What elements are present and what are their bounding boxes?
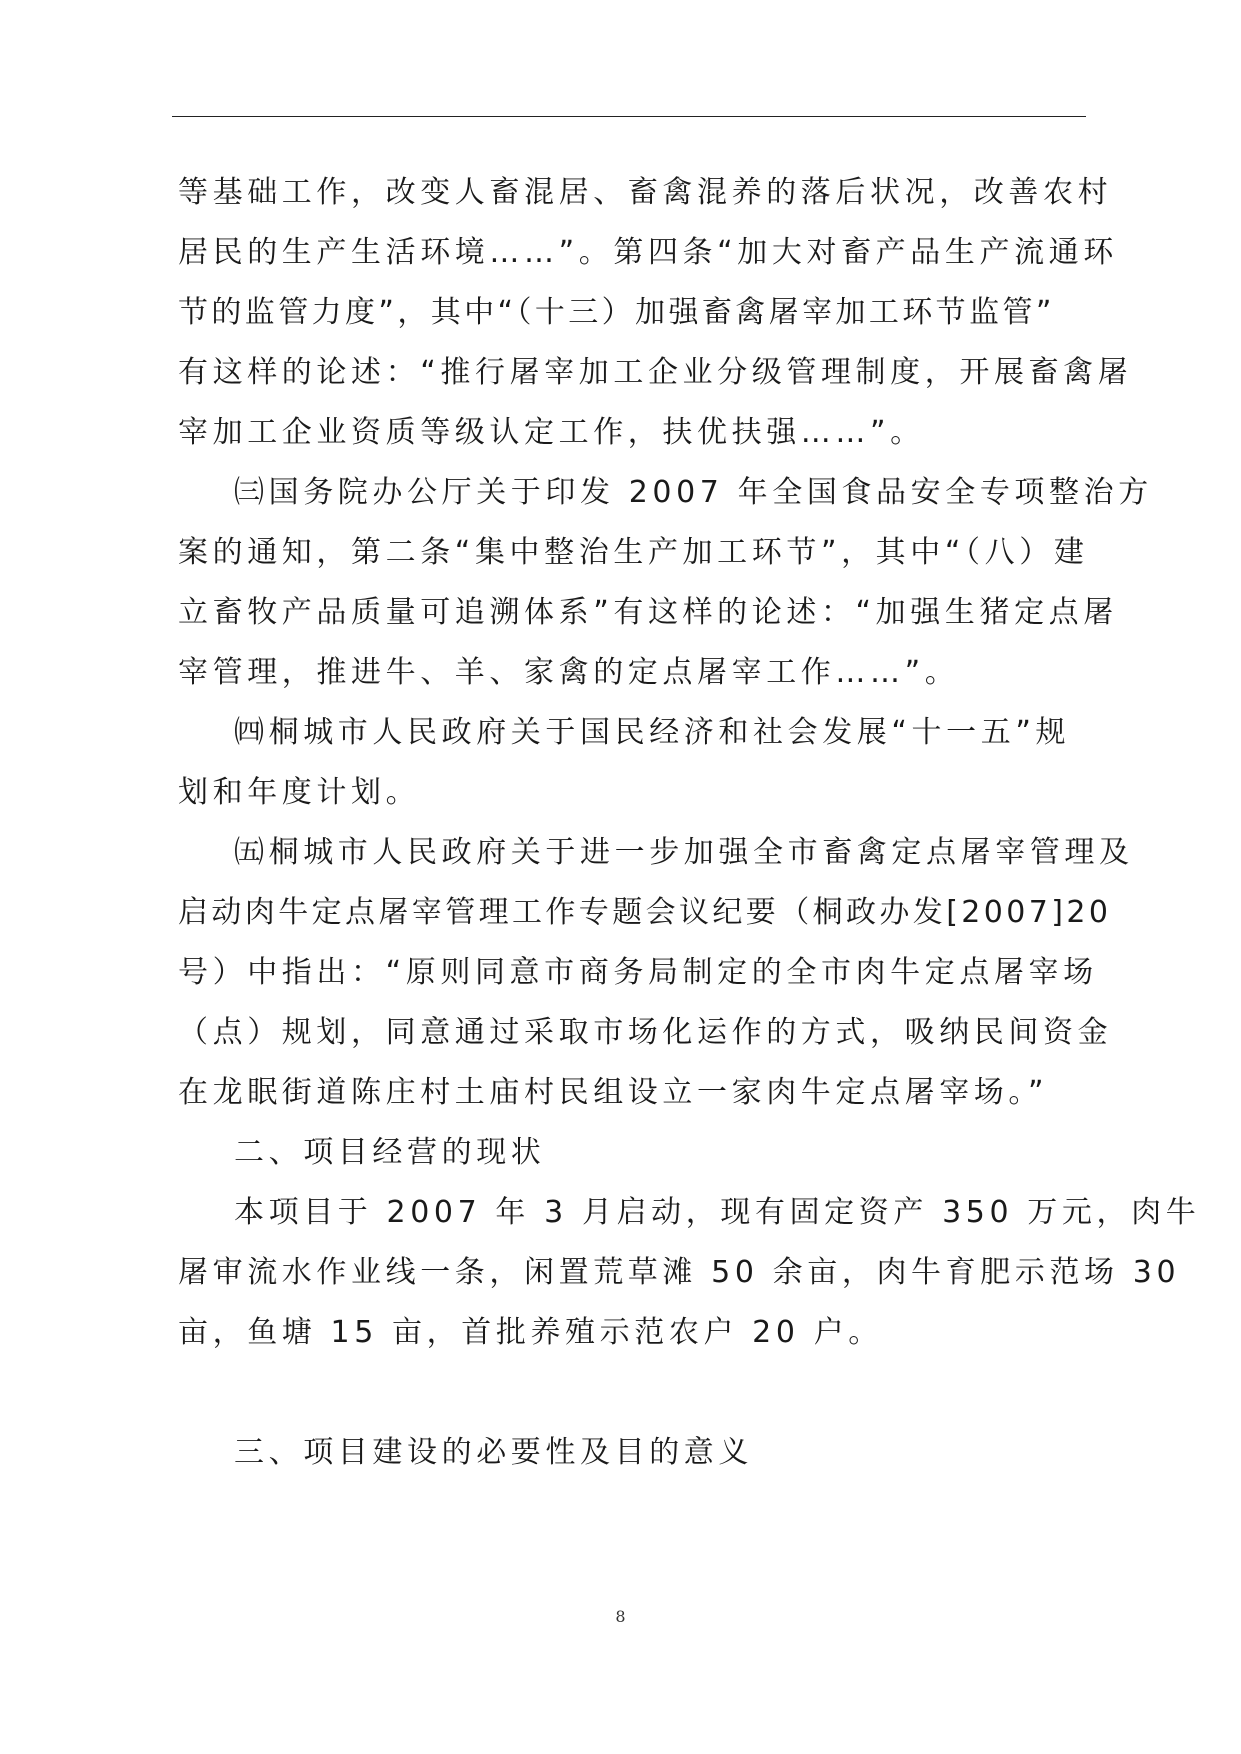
text-line: 案的通知，第二条“集中整治生产加工环节”，其中“（八）建 bbox=[178, 535, 1089, 570]
paragraph-item-3: ㈢国务院办公厅关于印发 2007 年全国食品安全专项整治方 bbox=[234, 475, 1153, 510]
text-line: 宰加工企业资质等级认定工作，扶优扶强……”。 bbox=[178, 415, 925, 450]
header-rule bbox=[172, 116, 1086, 117]
text-line: 屠审流水作业线一条，闲置荒草滩 50 余亩，肉牛育肥示范场 30 bbox=[178, 1255, 1181, 1290]
section-heading-2: 二、项目经营的现状 bbox=[234, 1135, 546, 1170]
text-line: 划和年度计划。 bbox=[178, 775, 421, 810]
text-line: （点）规划，同意通过采取市场化运作的方式，吸纳民间资金 bbox=[178, 1015, 1113, 1050]
text-line: 在龙眠街道陈庄村土庙村民组设立一家肉牛定点屠宰场。” bbox=[178, 1075, 1049, 1110]
text-line: 居民的生产生活环境……”。第四条“加大对畜产品生产流通环 bbox=[178, 235, 1118, 270]
text-line: 等基础工作，改变人畜混居、畜禽混养的落后状况，改善农村 bbox=[178, 175, 1113, 210]
document-body bbox=[178, 163, 1201, 1483]
section-heading-3: 三、项目建设的必要性及目的意义 bbox=[234, 1435, 753, 1470]
text-line: 宰管理，推进牛、羊、家禽的定点屠宰工作……”。 bbox=[178, 655, 960, 690]
text-line: 启动肉牛定点屠宰管理工作专题会议纪要（桐政办发[2007]20 bbox=[178, 895, 1112, 930]
paragraph-item-4: ㈣桐城市人民政府关于国民经济和社会发展“十一五”规 bbox=[234, 715, 1071, 750]
blank-spacer bbox=[178, 1363, 1078, 1423]
text-line: 节的监管力度”，其中“（十三）加强畜禽屠宰加工环节监管” bbox=[178, 295, 1055, 330]
paragraph-status: 本项目于 2007 年 3 月启动，现有固定资产 350 万元，肉牛 bbox=[234, 1195, 1201, 1230]
paragraph-item-5: ㈤桐城市人民政府关于进一步加强全市畜禽定点屠宰管理及 bbox=[234, 835, 1134, 870]
text-line: 号）中指出：“原则同意市商务局制定的全市肉牛定点屠宰场 bbox=[178, 955, 1098, 990]
text-line: 亩，鱼塘 15 亩，首批养殖示范农户 20 户。 bbox=[178, 1315, 883, 1350]
page-number: 8 bbox=[615, 1607, 626, 1626]
text-line: 立畜牧产品质量可追溯体系”有这样的论述：“加强生猪定点屠 bbox=[178, 595, 1118, 630]
text-line: 有这样的论述：“推行屠宰加工企业分级管理制度，开展畜禽屠 bbox=[178, 355, 1133, 390]
